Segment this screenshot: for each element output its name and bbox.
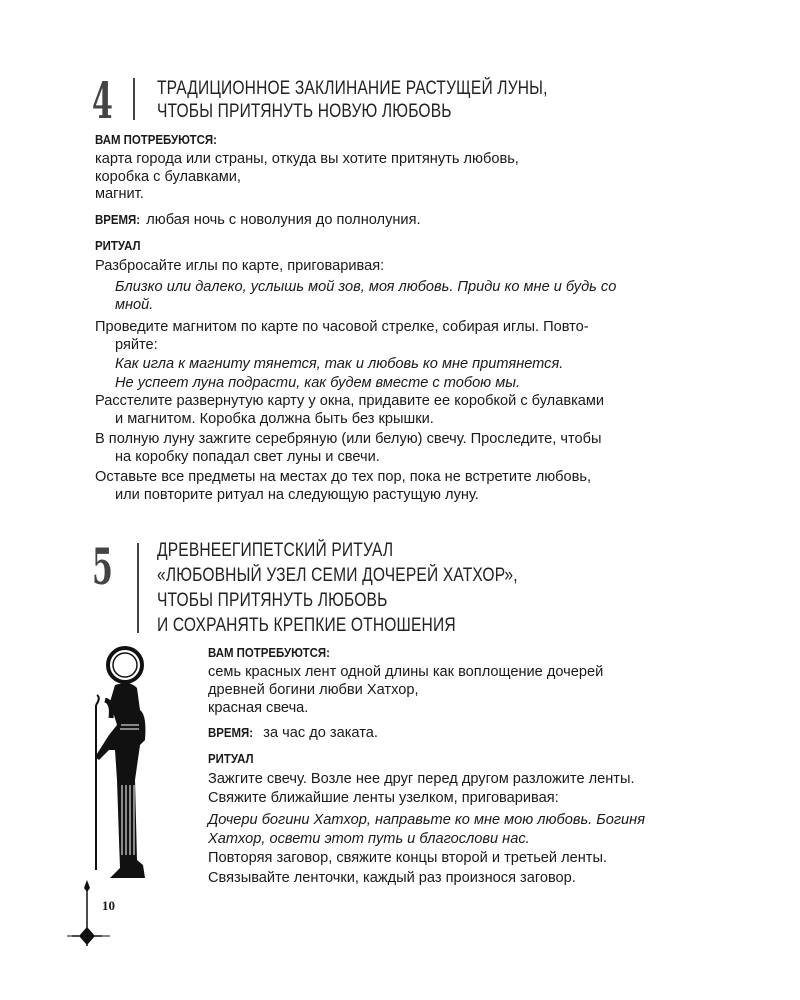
needs-label: ВАМ ПОТРЕБУЮТСЯ: (95, 132, 217, 147)
ritual-line: Проведите магнитом по карте по часовой стрелке, собирая иглы. Повто- (95, 319, 589, 335)
ritual-label: РИТУАЛ (208, 751, 254, 766)
ritual-spell: Близко или далеко, услышь мой зов, моя любовь. Приди ко мне и будь со (115, 279, 617, 295)
time-line (208, 724, 378, 742)
ritual-line: и магнитом. Коробка должна быть без крышки. (115, 411, 434, 427)
ritual-spell: Не успеет луна подрасти, как будем вместе с тобою мы. (115, 375, 521, 391)
section-title: ТРАДИЦИОННОЕ ЗАКЛИНАНИЕ РАСТУЩЕЙ ЛУНЫ, (157, 78, 548, 99)
ritual-spell: Как игла к магниту тянется, так и любовь ко мне притянется. (115, 356, 564, 372)
ritual-spell: мной. (115, 297, 154, 313)
hathor-goddess-illustration (85, 640, 160, 885)
needs-item: магнит. (95, 186, 144, 202)
needs-item: карта города или страны, откуда вы хотите притянуть любовь, (95, 151, 519, 167)
section-title: ДРЕВНЕЕГИПЕТСКИЙ РИТУАЛ (157, 540, 394, 561)
section-title: И СОХРАНЯТЬ КРЕПКИЕ ОТНОШЕНИЯ (157, 615, 456, 636)
ritual-line: Оставьте все предметы на местах до тех пор, пока не встретите любовь, (95, 469, 592, 485)
needs-item: древней богини любви Хатхор, (208, 682, 419, 698)
ritual-line: ряйте: (115, 337, 158, 353)
heading-divider (137, 543, 139, 633)
ritual-line: Свяжите ближайшие ленты узелком, приговаривая: (208, 790, 559, 806)
section-number: 4 (92, 71, 113, 130)
ritual-line: В полную луну зажгите серебряную (или белую) свечу. Проследите, чтобы (95, 431, 602, 447)
time-label: ВРЕМЯ: (95, 212, 141, 227)
time-line (95, 211, 421, 229)
ritual-line: Повторяя заговор, свяжите концы второй и третьей ленты. (208, 850, 608, 866)
page-number: 10 (102, 898, 115, 913)
ritual-line: Связывайте ленточки, каждый раз произнося заговор. (208, 870, 576, 886)
time-value: за час до заката. (263, 725, 378, 741)
needs-item: коробка с булавками, (95, 169, 241, 185)
section-title: ЧТОБЫ ПРИТЯНУТЬ ЛЮБОВЬ (157, 590, 388, 611)
needs-item: красная свеча. (208, 700, 309, 716)
ritual-line: Разбросайте иглы по карте, приговаривая: (95, 258, 385, 274)
time-label: ВРЕМЯ: (208, 725, 254, 740)
ritual-line: на коробку попадал свет луны и свечи. (115, 449, 380, 465)
heading-divider (133, 78, 135, 120)
ritual-line: или повторите ритуал на следующую растущую луну. (115, 487, 479, 503)
ritual-line: Зажгите свечу. Возле нее друг перед другом разложите ленты. (208, 771, 635, 787)
ritual-spell: Дочери богини Хатхор, направьте ко мне мою любовь. Богиня (208, 812, 645, 828)
time-value: любая ночь с новолуния до полнолуния. (146, 212, 421, 228)
ritual-spell: Хатхор, освети этот путь и благослови нас. (208, 831, 530, 847)
ritual-label: РИТУАЛ (95, 238, 141, 253)
section-title: «ЛЮБОВНЫЙ УЗЕЛ СЕМИ ДОЧЕРЕЙ ХАТХОР», (157, 565, 518, 586)
needs-item: семь красных лент одной длины как воплощение дочерей (208, 664, 604, 680)
section-number: 5 (92, 537, 113, 596)
section-title: ЧТОБЫ ПРИТЯНУТЬ НОВУЮ ЛЮБОВЬ (157, 101, 452, 122)
ritual-line: Расстелите развернутую карту у окна, придавите ее коробкой с булавками (95, 393, 605, 409)
needs-label: ВАМ ПОТРЕБУЮТСЯ: (208, 645, 330, 660)
